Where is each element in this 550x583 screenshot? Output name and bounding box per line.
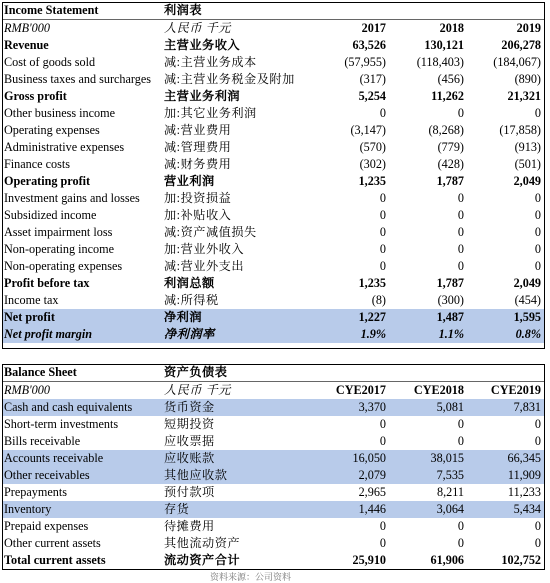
- row-value: 1,787: [436, 174, 464, 188]
- row-label: Finance costs: [4, 157, 71, 171]
- row-label-cn: 预付款项: [164, 485, 215, 499]
- row-value: 0: [379, 259, 386, 273]
- table-row: [2, 467, 545, 484]
- row-value: (8,268): [428, 123, 464, 137]
- row-value: 130,121: [424, 38, 464, 52]
- row-label: Non-operating expenses: [4, 259, 123, 273]
- row-value: 1,787: [436, 276, 464, 290]
- table-row: [2, 258, 545, 275]
- row-value: 0: [457, 417, 464, 431]
- row-value: 66,345: [468, 450, 545, 467]
- row-label-cn: 应收账款: [162, 450, 312, 467]
- row-value: 206,278: [501, 38, 541, 52]
- row-label-cn: 加:其它业务利润: [164, 106, 257, 120]
- row-value: (302): [359, 157, 386, 171]
- income-statement-header-row: [2, 20, 545, 38]
- balance-sheet-title: Balance Sheet: [2, 364, 162, 382]
- table-row: [2, 241, 545, 258]
- income-statement-title-cn: 利润表: [162, 2, 312, 20]
- row-label-cn: 减:资产减值损失: [164, 225, 257, 239]
- row-value: 0: [379, 536, 386, 550]
- row-label: Short-term investments: [4, 417, 119, 431]
- year-header: CYE2018: [413, 383, 464, 397]
- row-value: (8): [371, 293, 386, 307]
- row-label: Gross profit: [4, 89, 67, 103]
- row-label: Accounts receivable: [2, 450, 162, 467]
- row-value: 0: [534, 208, 541, 222]
- row-label: Income tax: [4, 293, 59, 307]
- row-value: 5,434: [468, 501, 545, 518]
- row-value: 1,487: [390, 309, 468, 326]
- row-label-cn: 货币资金: [162, 399, 312, 416]
- row-value: 0: [457, 106, 464, 120]
- row-value: 11,262: [431, 89, 464, 103]
- row-value: 2,049: [513, 174, 541, 188]
- row-label-cn: 主营业务收入: [164, 38, 241, 52]
- row-label-cn: 流动资产合计: [164, 553, 241, 567]
- row-value: 0: [379, 434, 386, 448]
- row-value: 0: [457, 208, 464, 222]
- row-label: Net profit: [2, 309, 162, 326]
- row-value: 0: [534, 259, 541, 273]
- row-value: (428): [437, 157, 464, 171]
- row-value: (317): [359, 72, 386, 86]
- table-row: [2, 207, 545, 224]
- row-label-cn: 减:管理费用: [164, 140, 232, 154]
- row-value: 38,015: [390, 450, 468, 467]
- source-footnote: 资料来源：公司资料: [210, 573, 292, 583]
- row-value: 0: [457, 225, 464, 239]
- row-value: (184,067): [493, 55, 541, 69]
- row-label-cn: 减:主营业务成本: [164, 55, 257, 69]
- table-row: [2, 139, 545, 156]
- row-value: 5,081: [390, 399, 468, 416]
- row-value: 0: [534, 106, 541, 120]
- row-value: 1.1%: [390, 326, 468, 343]
- table-row: [2, 416, 545, 433]
- row-value: 0: [379, 191, 386, 205]
- balance-sheet-title-row: [2, 364, 545, 382]
- row-value: 102,752: [501, 553, 541, 567]
- row-value: 0: [534, 225, 541, 239]
- row-label-cn: 加:补贴收入: [164, 208, 232, 222]
- table-row: [2, 122, 545, 139]
- balance-sheet-title-cn: 资产负债表: [162, 364, 312, 382]
- row-label: Other current assets: [4, 536, 101, 550]
- row-label: Net profit margin: [2, 326, 162, 343]
- year-header: CYE2017: [335, 383, 386, 397]
- table-row: [2, 450, 545, 467]
- row-value: 5,254: [358, 89, 386, 103]
- table-row: [2, 326, 545, 343]
- row-label-cn: 加:投资损益: [164, 191, 232, 205]
- table-row: [2, 54, 545, 71]
- row-value: 0: [534, 191, 541, 205]
- table-row: [2, 224, 545, 241]
- row-value: (890): [514, 72, 541, 86]
- table-row: [2, 552, 545, 569]
- row-label: Prepaid expenses: [4, 519, 89, 533]
- table-row: [2, 484, 545, 501]
- row-label-cn: 减:所得税: [164, 293, 219, 307]
- row-label: Cash and cash equivalents: [2, 399, 162, 416]
- row-value: 0: [379, 417, 386, 431]
- row-label: Inventory: [2, 501, 162, 518]
- row-value: 0: [379, 225, 386, 239]
- row-label-cn: 减:营业外支出: [164, 259, 245, 273]
- table-row: [2, 88, 545, 105]
- year-header: 2019: [516, 21, 541, 35]
- row-value: 3,064: [390, 501, 468, 518]
- balance-sheet-unit: RMB'000: [4, 383, 50, 397]
- row-value: 7,831: [468, 399, 545, 416]
- row-value: 0: [379, 519, 386, 533]
- table-row: [2, 518, 545, 535]
- row-value: (570): [359, 140, 386, 154]
- row-label: Operating expenses: [4, 123, 100, 137]
- row-value: (913): [514, 140, 541, 154]
- table-row: [2, 433, 545, 450]
- row-value: 63,526: [352, 38, 386, 52]
- year-header: CYE2019: [490, 383, 541, 397]
- row-value: (17,858): [499, 123, 541, 137]
- row-label-cn: 净利润率: [162, 326, 312, 343]
- table-row: [2, 190, 545, 207]
- table-row: [2, 156, 545, 173]
- row-label: Other receivables: [2, 467, 162, 484]
- row-value: 1,227: [312, 309, 390, 326]
- row-label-cn: 加:营业外收入: [164, 242, 245, 256]
- row-value: 0: [534, 417, 541, 431]
- row-label-cn: 短期投资: [164, 417, 215, 431]
- row-label-cn: 主营业务利润: [164, 89, 241, 103]
- year-header: 2018: [439, 21, 464, 35]
- row-value: 16,050: [312, 450, 390, 467]
- row-value: (300): [437, 293, 464, 307]
- row-label-cn: 待摊费用: [164, 519, 215, 533]
- row-label: Business taxes and surcharges: [4, 72, 152, 86]
- row-label-cn: 其他应收款: [162, 467, 312, 484]
- row-value: 61,906: [430, 553, 464, 567]
- balance-sheet-unit-cn: 人民币 千元: [164, 383, 231, 397]
- row-label-cn: 存货: [162, 501, 312, 518]
- table-row: [2, 173, 545, 190]
- row-value: 7,535: [390, 467, 468, 484]
- row-label: Operating profit: [4, 174, 91, 188]
- row-value: 0: [457, 536, 464, 550]
- row-value: (454): [514, 293, 541, 307]
- year-header: 2017: [361, 21, 386, 35]
- row-value: 0: [534, 242, 541, 256]
- row-value: 0.8%: [468, 326, 545, 343]
- row-label-cn: 净利润: [162, 309, 312, 326]
- row-label-cn: 减:主营业务税金及附加: [164, 72, 295, 86]
- row-value: (456): [437, 72, 464, 86]
- table-row: [2, 37, 545, 54]
- row-value: 2,049: [513, 276, 541, 290]
- row-value: 0: [379, 106, 386, 120]
- row-value: 0: [379, 242, 386, 256]
- row-label-cn: 减:营业费用: [164, 123, 232, 137]
- row-label: Total current assets: [4, 553, 106, 567]
- row-label-cn: 减:财务费用: [164, 157, 232, 171]
- row-value: 0: [534, 536, 541, 550]
- row-value: 0: [457, 191, 464, 205]
- table-row: [2, 275, 545, 292]
- row-value: 8,211: [437, 485, 464, 499]
- row-label-cn: 应收票据: [164, 434, 215, 448]
- income-statement-unit-cn: 人民币 千元: [164, 21, 231, 35]
- row-value: 0: [457, 519, 464, 533]
- row-value: (3,147): [350, 123, 386, 137]
- row-label: Administrative expenses: [4, 140, 125, 154]
- row-label: Profit before tax: [4, 276, 90, 290]
- row-value: 0: [457, 259, 464, 273]
- row-value: 2,079: [312, 467, 390, 484]
- table-row: [2, 71, 545, 88]
- row-label: Investment gains and losses: [4, 191, 140, 205]
- row-value: 3,370: [312, 399, 390, 416]
- row-label: Other business income: [4, 106, 116, 120]
- table-row: [2, 535, 545, 552]
- row-value: 21,321: [507, 89, 541, 103]
- balance-sheet-header-row: [2, 382, 545, 400]
- row-value: 1,235: [358, 276, 386, 290]
- row-value: 0: [457, 434, 464, 448]
- income-statement-unit: RMB'000: [4, 21, 50, 35]
- row-value: 25,910: [352, 553, 386, 567]
- row-value: 0: [534, 434, 541, 448]
- row-label: Revenue: [4, 38, 49, 52]
- row-value: 2,965: [358, 485, 386, 499]
- row-label: Asset impairment loss: [4, 225, 113, 239]
- table-row: [2, 501, 545, 518]
- income-statement-title: Income Statement: [2, 2, 162, 20]
- row-value: 0: [457, 242, 464, 256]
- table-row: [2, 105, 545, 122]
- row-value: 1,595: [468, 309, 545, 326]
- row-label: Bills receivable: [4, 434, 81, 448]
- row-value: 1,235: [358, 174, 386, 188]
- row-label: Cost of goods sold: [4, 55, 96, 69]
- row-label: Prepayments: [4, 485, 67, 499]
- income-statement-table: [2, 2, 545, 343]
- row-value: (118,403): [416, 55, 464, 69]
- row-value: 11,233: [507, 485, 541, 499]
- row-value: 0: [379, 208, 386, 222]
- row-value: 11,909: [468, 467, 545, 484]
- table-row: [2, 309, 545, 326]
- row-label-cn: 营业利润: [164, 174, 215, 188]
- row-value: 1.9%: [312, 326, 390, 343]
- row-value: (57,955): [344, 55, 386, 69]
- row-label: Non-operating income: [4, 242, 114, 256]
- row-label-cn: 其他流动资产: [164, 536, 241, 550]
- row-value: (501): [514, 157, 541, 171]
- row-value: (779): [437, 140, 464, 154]
- row-value: 0: [534, 519, 541, 533]
- row-label-cn: 利润总额: [164, 276, 215, 290]
- table-row: [2, 399, 545, 416]
- row-label: Subsidized income: [4, 208, 97, 222]
- table-row: [2, 292, 545, 309]
- balance-sheet-table: [2, 364, 545, 569]
- income-statement-title-row: [2, 2, 545, 20]
- row-value: 1,446: [312, 501, 390, 518]
